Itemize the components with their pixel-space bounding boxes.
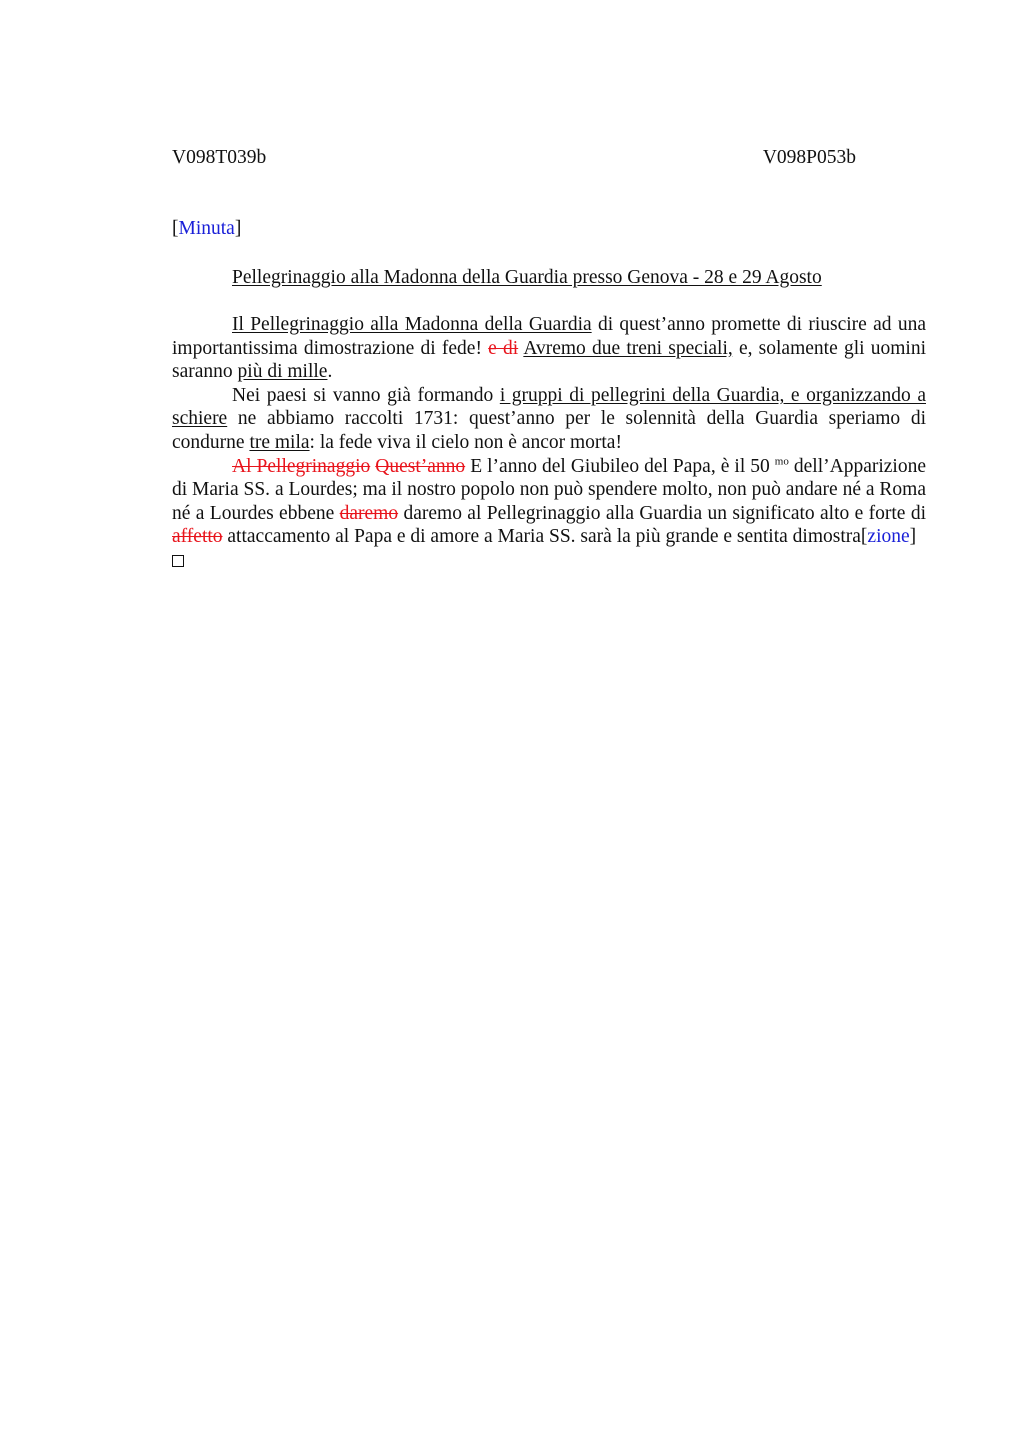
- text-run: dell’Apparizione di Maria SS. a Lourdes; ma il nostro popolo non può spendere molto, non può andare né a Roma né a Lourdes ebbene: [172, 455, 926, 524]
- underlined-text: Il Pellegrinaggio alla Madonna della Guardia: [232, 314, 592, 335]
- paragraph-2: [172, 384, 926, 455]
- deleted-text: e di: [488, 337, 519, 359]
- document-header: [172, 146, 856, 170]
- square-outline-icon: [172, 555, 184, 567]
- paragraph-1: [172, 313, 926, 384]
- text-run: .: [327, 361, 333, 383]
- text-run: daremo al Pellegrinaggio alla Guardia un significato alto e forte di: [398, 502, 926, 524]
- text-run: ne abbiamo raccolti 1731: quest’anno per le solennità della Guardia speriamo di condurne: [172, 408, 926, 453]
- bracket-open: [: [860, 526, 868, 548]
- document-code-right: V098P053b: [762, 147, 856, 168]
- deleted-text: affetto: [172, 526, 223, 548]
- deleted-text: Al Pellegrinaggio: [232, 455, 371, 477]
- text-run: Nei paesi si vanno già formando: [232, 384, 500, 406]
- document-body: [172, 313, 926, 573]
- underlined-text: più di mille: [237, 361, 328, 383]
- text-run: e, solamente gli uomini saranno: [172, 337, 926, 383]
- underlined-text: tre mila: [249, 431, 310, 453]
- superscript-text: mo: [774, 455, 789, 468]
- document-title: Pellegrinaggio alla Madonna della Guardia presso Genova - 28 e 29 Agosto: [232, 267, 822, 288]
- text-run: : la fede viva il cielo non è ancor morta!: [309, 431, 622, 453]
- text-run: E l’anno del Giubileo del Papa, è il 50: [465, 455, 775, 477]
- document-type-label: [172, 217, 241, 241]
- bracket-open: [: [172, 218, 179, 239]
- paragraph-3: [172, 455, 926, 549]
- document-code-left: V098T039b: [172, 147, 267, 168]
- end-marker-line: [172, 549, 926, 573]
- bracket-close: ]: [234, 218, 242, 239]
- deleted-text: Quest’anno: [375, 455, 466, 477]
- underlined-text: Avremo due treni speciali,: [523, 337, 733, 359]
- underlined-text: i gruppi di pellegrini della Guardia, e organizzando a schiere: [172, 384, 926, 430]
- bracket-close: ]: [909, 526, 917, 548]
- editorial-completion: zione: [867, 526, 910, 548]
- editorial-label: Minuta: [178, 218, 235, 239]
- text-run: attaccamento al Papa e di amore a Maria SS. sarà la più grande e sentita dimostra: [222, 526, 861, 548]
- deleted-text: daremo: [339, 502, 399, 524]
- text-run: di quest’anno promette di riuscire ad una importantissima dimostrazione di fede!: [172, 314, 926, 359]
